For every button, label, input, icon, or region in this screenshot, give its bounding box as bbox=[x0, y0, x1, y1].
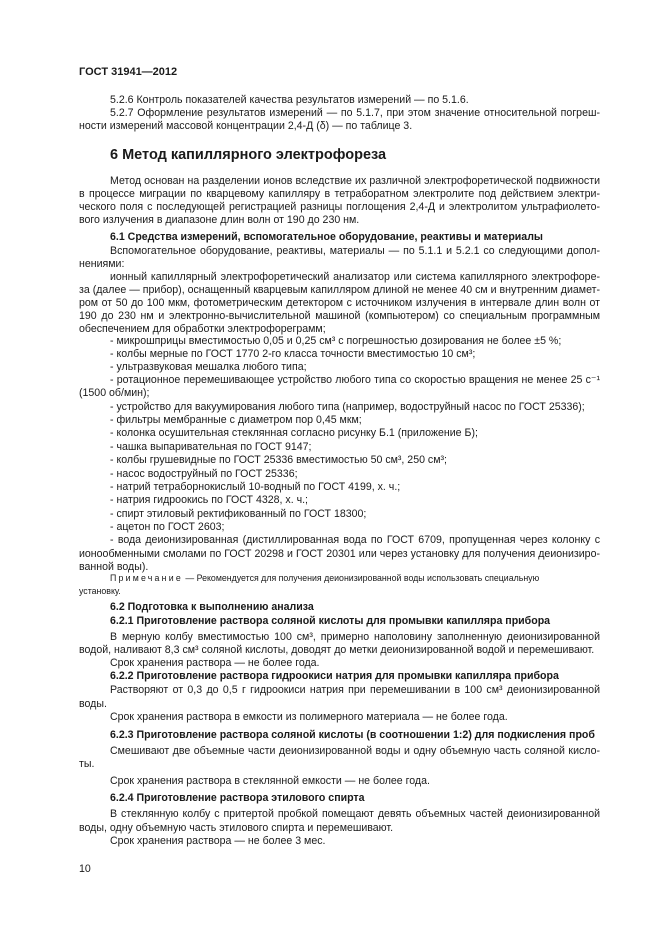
text-line: водой, наливают 8,3 см³ соляной кислоты, доводят до метки деионизированной водой и перемешивают. bbox=[79, 644, 595, 656]
text-line: в процессе миграции по кварцевому капилляру в тетраборатном электролите под действием электри- bbox=[79, 188, 600, 200]
text-line: Срок хранения раствора — не более года. bbox=[110, 657, 320, 669]
section-6-2-heading: 6.2 Подготовка к выполнению анализа bbox=[110, 601, 314, 613]
list-item: - колонка осушительная стеклянная согласно рисунку Б.1 (приложение Б); bbox=[110, 427, 478, 439]
note-cont: установку. bbox=[79, 586, 121, 596]
text-line: обеспечением для обработки электрофореграмм; bbox=[79, 323, 326, 335]
list-item-cont: (1500 об/мин); bbox=[79, 387, 150, 399]
section-6-1-heading: 6.1 Средства измерений, вспомогательное оборудование, реактивы и материалы bbox=[110, 231, 543, 243]
page-number: 10 bbox=[79, 863, 91, 875]
text-line: Срок хранения раствора в емкости из полимерного материала — не более года. bbox=[110, 711, 508, 723]
note-label: Примечание bbox=[110, 573, 183, 583]
list-item: - колбы грушевидные по ГОСТ 25336 вместимостью 50 см³, 250 см³; bbox=[110, 454, 447, 466]
note bbox=[79, 572, 600, 585]
list-item: - ацетон по ГОСТ 2603; bbox=[110, 521, 225, 533]
list-item: - устройство для вакуумирования любого типа (например, водоструйный насос по ГОСТ 25336); bbox=[110, 401, 585, 413]
text-line: В стеклянную колбу с притертой пробкой помещают девять объемных частей деионизированной bbox=[110, 808, 600, 820]
text-line: ты. bbox=[79, 758, 95, 770]
list-item: - натрий тетраборнокислый 10-водный по ГОСТ 4199, х. ч.; bbox=[110, 481, 401, 493]
list-item: - микрошприцы вместимостью 0,05 и 0,25 см³ с погрешностью дозирования не более ±5 %; bbox=[110, 335, 562, 347]
paragraph-5-2-7-cont: ности измерений массовой концентрации 2,4-Д (δ) — по таблице 3. bbox=[79, 120, 413, 132]
note-text: — Рекомендуется для получения деионизированной воды использовать специальную bbox=[182, 573, 540, 583]
text-line: ческого поля с последующей регистрацией разницы поглощения 2,4-Д и электролитом ультрафиолето- bbox=[79, 201, 600, 213]
section-6-2-4-heading: 6.2.4 Приготовление раствора этилового спирта bbox=[110, 792, 365, 804]
section-6-2-3-heading: 6.2.3 Приготовление раствора соляной кислоты (в соотношении 1:2) для подкисления проб bbox=[110, 729, 595, 741]
text-line: 190 до 230 нм и электронно-вычислительной машиной (компьютером) со специальным программным bbox=[79, 310, 600, 322]
list-item-cont: ионообменными смолами по ГОСТ 20298 и ГОСТ 20301 или через установку для получения деионизиро- bbox=[79, 548, 600, 560]
list-item: - спирт этиловый ректификованный по ГОСТ 18300; bbox=[110, 508, 367, 520]
text-line: ром от 50 до 100 мкм, фотометрическим детектором с источником излучения в интервале длин волн от bbox=[79, 297, 600, 309]
text-line: воды. bbox=[79, 698, 107, 710]
text-line: В мерную колбу вместимостью 100 см³, примерно наполовину заполненную деионизированной bbox=[110, 631, 600, 643]
list-item: - ротационное перемешивающее устройство любого типа со скоростью вращения не менее 25 с⁻¹ bbox=[110, 374, 600, 386]
text-line: Смешивают две объемные части деионизированной воды и одну объемную часть соляной кисло- bbox=[110, 745, 600, 757]
list-item: - ультразвуковая мешалка любого типа; bbox=[110, 361, 307, 373]
text-line: Растворяют от 0,3 до 0,5 г гидроокиси натрия при перемешивании в 100 см³ деионизированной bbox=[110, 684, 600, 696]
list-item: - натрия гидроокись по ГОСТ 4328, х. ч.; bbox=[110, 494, 308, 506]
section-6-2-2-heading: 6.2.2 Приготовление раствора гидроокиси натрия для промывки капилляра прибора bbox=[110, 670, 559, 682]
section-6-2-1-heading: 6.2.1 Приготовление раствора соляной кислоты для промывки капилляра прибора bbox=[110, 615, 551, 627]
text-line: ионный капиллярный электрофоретический анализатор или система капиллярного электрофоре- bbox=[110, 271, 600, 283]
paragraph-5-2-7: 5.2.7 Оформление результатов измерений — по 5.1.7, при этом значение относительной погреш- bbox=[110, 107, 600, 119]
document-header: ГОСТ 31941—2012 bbox=[79, 66, 178, 78]
paragraph-5-2-6: 5.2.6 Контроль показателей качества результатов измерений — по 5.1.6. bbox=[110, 94, 469, 106]
text-line: Вспомогательное оборудование, реактивы, материалы — по 5.1.1 и 5.2.1 со следующими допол- bbox=[110, 245, 600, 257]
text-line: Срок хранения раствора — не более 3 мес. bbox=[110, 835, 326, 847]
text-line: нениями: bbox=[79, 258, 125, 270]
list-item: - насос водоструйный по ГОСТ 25336; bbox=[110, 468, 298, 480]
list-item: - колбы мерные по ГОСТ 1770 2-го класса точности вместимостью 10 см³; bbox=[110, 348, 476, 360]
text-line: Метод основан на разделении ионов вследствие их различной электрофоретической подвижности bbox=[110, 175, 600, 187]
text-line: Срок хранения раствора в стеклянной емкости — не более года. bbox=[110, 775, 430, 787]
list-item-cont: ванной воды). bbox=[79, 561, 149, 573]
text-line: вого излучения в диапазоне длин волн от 190 до 230 нм. bbox=[79, 214, 360, 226]
section-6-heading: 6 Метод капиллярного электрофореза bbox=[110, 147, 387, 163]
text-line: за (далее — прибор), оснащенный кварцевым капилляром длиной не менее 40 см и внутренним диамет- bbox=[79, 284, 600, 296]
list-item: - чашка выпаривательная по ГОСТ 9147; bbox=[110, 441, 312, 453]
list-item: - фильтры мембранные с диаметром пор 0,45 мкм; bbox=[110, 414, 362, 426]
text-line: воды, одну объемную часть этилового спирта и перемешивают. bbox=[79, 822, 394, 834]
list-item: - вода деионизированная (дистиллированная вода по ГОСТ 6709, пропущенная через колонку с bbox=[110, 534, 600, 546]
